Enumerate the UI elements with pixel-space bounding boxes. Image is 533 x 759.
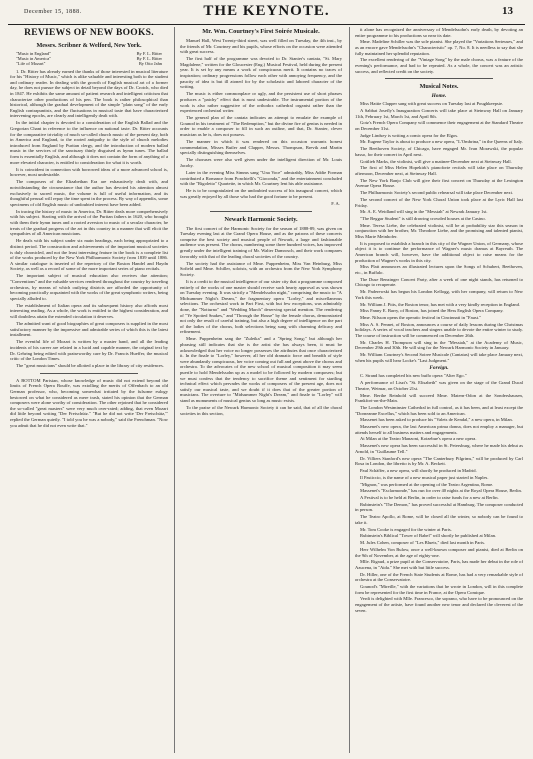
masthead (8, 2, 525, 25)
review-paragraph: The composers of the Elizabethan Era are exhaustively dealt with, and notwithstanding the circumstance that the author has devoted his attention almost exclusively to sacred music, the volume is full of useful information, and its thoughtful perusal will repay the time spent in the process. By way of appendix, some specimens of old English music of undoubted interest have been added. (10, 179, 168, 207)
note-item: The London Westminster Cathedral in full control, as it has been, and at least except the "Dorneanne Excellus," which has been sold to an American. (355, 404, 523, 416)
note-item: Massenet's new opera, the last American prima donna, does not employ a manager, but attends herself to all business matters and engagements. (355, 424, 523, 435)
newark-paragraph: It is a credit to the musical intelligence of our sister city that a programme composed entirely of the works of one master should receive such hearty approval as was shown on Tuesday evening. It was strictly a "Mendelssohn night," comprising the music to "A Midsummer Night's Dream," the fragmentary opera "Lorley," and miscellaneous selections. The orchestral work in Part First, with but few exceptions, was admirably done, the "Notturno" and "Wedding March" deserving special mention. The rendering of "Ye Spotted Snakes," and "Through the House" by the female chorus, demonstrated not only the result of careful training, but also a high degree of intelligence on the part of the ladies of the chorus, both selections being sung with charming delicacy and refinement. (180, 278, 342, 335)
note-item: Mr. Tom Cooke is engaged for the winter at Paris. (360, 526, 452, 532)
review-paragraph: The important subject of musical education also receives due attention; "Conventions" and the valuable services rendered throughout the country by traveling orchestras, by means of which outlying districts are afforded the opportunity of becoming practically acquainted with the works of the great symphonic writers, being specially alluded to. (10, 273, 168, 301)
note-item: Paul Schäffer, a new opera, will shortly be produced in Madrid. (360, 467, 477, 473)
column-notes (355, 27, 523, 753)
note-item: The first of Miss Helen Hopekirk's pianoforte recitals will take place on Thursday afternoon, December next, at Steinway Hall. (355, 165, 523, 176)
note-item: Il Pasticcio, is the name of a new musical paper just started in Naples. (360, 474, 489, 480)
note-item: The second concert of the New York Choral Union took place at the Lyric Hall last Friday. (355, 196, 523, 208)
book-title: "Life of Mozart" (16, 61, 46, 67)
soiree-paragraph: The general plan of the cantata indicates an attempt to emulate the example of Gounod in his treatment of "The Redemption," but the divine fire of genius is needed in order to enable a composer to fill in such an outline, and that, Dr. Stanier, clever musician as he is, does not possess. (180, 115, 342, 137)
note-item: Mr. Paderewski has begun his London Kellogg, with her company, will return to New York this week. (355, 289, 523, 300)
review-paragraph: The "great musicians" should be allotted a place in the library of city residences. (16, 363, 164, 369)
issue-date: December 15, 1888. (24, 9, 82, 15)
newark-paragraph: The society had the assistance of Mme. Puppenheim, Miss Van Heinburg, Miss Sofield and Mme. Schiller, soloists, with an orchestra from the New York Symphony Society. (180, 260, 342, 277)
note-item: M. Jules Cohen, composer of "Les Bluets," died last month in Paris. (360, 540, 486, 546)
soiree-paragraph: The first half of the programme was devoted to Dr. Stanier's cantata, "St. Mary Magdalene," written for the Gloucester (Eng.) Musical Festival, held during the present year. It is set by any means a work of conspicuous merit. It contains no traces of inspiration; ordinary progressions follow each other with annoying frequency, and the paucity of idea is but ill atoned for by the scholastic and labored character of the writing. (180, 56, 342, 90)
note-item: Miss Fanny E. Barry, of Boston, has joined the Hess English Opera Company. (360, 308, 504, 314)
note-item: Mme. Berthe Reinhold will succeed Mme. Matern-Odon at the Sondershausen, Frankfort-on-the-Main. (355, 392, 523, 404)
note-item: "Mignon," was performed at the opening of the Teatro Argentina, Rome. (360, 481, 494, 487)
page-number: 13 (502, 5, 513, 17)
book-title: "Music in England" (16, 51, 51, 56)
review-paragraph: It is coincident in connection with borrowed ideas of a more advanced school is, however, most undesirable. (10, 166, 168, 178)
note-item: Mr. Eugene Taylor is about to produce a new opera, "L'Ombrina," in the Queens of Italy. (360, 139, 523, 145)
review-paragraph: The admitted want of good biographies of great composers is supplied in the most satisfactory manner by the impressive and admirable series of which this is the latest installment. (10, 321, 168, 338)
note-item: Massenet's new opera has been successful in St. Petersburg, where he made his debut as Arnold, in "Guillaume Tell." (355, 443, 523, 454)
soiree-paragraph: He is to be congratulated on the undoubted success of his inaugural concert, which was greatly enjoyed by all those who had the good fortune to be present. (180, 188, 342, 199)
review-paragraph: In the initial chapter is devoted to a consideration of the English Ballad and the Gregorian Chant in reference to the influence on national taste. Dr. Ritter accounts for the comparative triviality of much so-called church music of the present day, both in America and England, to the rooted antipathy to the style of church melodies introduced from England by Puritan clergy, and the introduction of modern ballad music in the services of the sanctuary thinly disguised as hymn tunes. The ballad form is essentially English, and although it does not contain the form of anything of a more elevated character, is entitled to consideration for what it is worth. (10, 120, 168, 165)
column-concerts (180, 27, 342, 753)
note-item: A performance of Liszt's "St. Elisabeth" was given on the stage of the Grand Ducal Theatre, Weimar, on October 21st. (355, 380, 523, 391)
soiree-paragraph: Later in the evening Miss Simms sang "Una Voce" admirably, Miss Addie Forman contributed a Romance from Ponchielli's "Gioconda," and the entertainment concluded with the "Rigoletto" Quartette, in which Mr. Courtney lent his able assistance. (180, 170, 342, 187)
reviews-heading: REVIEWS OF NEW BOOKS. (24, 28, 154, 38)
review-paragraph: The establishment of Italian opera and its subsequent history also affords most interesting reading. As a whole, the work is entitled to the highest consideration, and will doubtless attain the extended circulation it deserves. (10, 302, 168, 320)
note-item: It is proposed to establish a branch in this city of the Wagner Union, of Germany, whose object it is to continue the performance of Wagner's music dramas at Bayreuth. The American branch will, however, have the additional object to raise means for the production of Wagner's works in this city. (355, 240, 523, 263)
note-item: A Festival is to be held at Berlin, in order to raise funds for a new at Berlin. (360, 495, 499, 501)
note-item: At Milan at the Teatro Manzoni, Kotzebue's opera a new opera. (360, 436, 477, 442)
note-item: Miss Hattie Clapper sang with great success on Tuesday last at Poughkeepsie. (360, 101, 504, 107)
note-item: Massenet has been asked to produce his "Valets de Kendal," a new opera, in Milan. (360, 417, 513, 423)
note-item: Miss A. S. Pennet, of Boston, announces a course of daily lessons during the Christmas holidays. A series of vocal teachers and singers unable to devote the entire winter to study. The course of instruction will be commenced on December 26th. (355, 321, 523, 339)
book-list (16, 51, 162, 67)
note-item: Rubinstein's Biblical "Tower of Babel" will shortly be published at Milan. (360, 533, 497, 539)
book-author: By Otto Jahn (138, 61, 162, 67)
book-author: By F. L. Ritter (136, 56, 162, 62)
note-item: The New York Banjo Club will give their first concert on Thursday at the Lexington Avenue Opera House. (355, 177, 523, 189)
note-item: C. Strand has completed his new buffo opera "Alter Ego." (360, 373, 467, 379)
review-paragraph: He deals with his subject under six main headings, each being appropriated to a distinct period. The construction and achievements of the important musical societies is duly chronicled, and not the least interesting feature in the book is a complete list of the works produced by the New York Philharmonic Society from 1839 until 1886. A similar catalogue is inserted of the repertory of the Boston Handel and Haydn Society, as well as a record of some of the more important series of piano recitals. (10, 238, 168, 272)
newark-continued-paragraph: The excellent rendering of the "Vintage Song" by the male chorus, was a feature of the evening's performance, and had to be repeated. As a whole, the concert was an artistic success, and reflected credit on the society. (355, 57, 523, 74)
review-paragraph: In tracing the history of music in America, Dr. Ritter deals more comprehensively with his subject. Starting with the arrival of the Puritan fathers in 1620, who brought with them their hymn tunes and a rooted aversion to music of a secular character, he treats of the gradual progress of the art in this country in a manner that will elicit the sympathies of all American musicians. (10, 208, 168, 237)
review-paragraph: 1. Dr. Ritter has already earned the thanks of those interested in musical literature for his "History of Music," which is alike valuable and interesting both to the student and ordinary reader. In dealing with the growth of English musical art of a former day, he does not pursue the subject in detail beyond the days of Dr. Crotch, who died in 1847. He exhibits the same amount of patient research and intelligent criticism that characterize other productions of his pen. The book is rather philosophical than historical, although the gradual development of the simple "plain song" of the early English contrapuntists, and the fluctuations in musical taste that have characterized intervening epochs, are clearly and intelligently dealt with. (10, 68, 168, 119)
note-item: Mr. William Courtney's Second Soiree Musicale (Cantatas) will take place January next, when his pupils will hear Locke's "Last Judgment." (355, 352, 523, 363)
note-item: Verdi is delighted with Mlle. Francesco, the soprano, who have to be pronounced on the engagement of the artiste, have found another new tenor and declared the cleverest of the seven. (355, 596, 523, 613)
newark-continued-paragraph: Mme. Madeline Schiller was the sole pianist. She played the "Variations Serieuses," and as an encore gave Mendelssohn's "Characteristic" op. 7, No. 8. It is needless to say that she fully maintained her splendid reputation. (355, 39, 523, 56)
home-subheading: Home. (431, 93, 447, 100)
newark-paragraph: Mme. Puppenheim sang the "Zuleika" and a "Spring Song;" but although her phrasing still indicates that she is the artist she has always been, it must be acknowledged that her voice no longer possesses the attributes that once characterized it. In the finale to "Lorley," however, all her old dramatic force and breadth of style were abundantly conspicuous, her voice coming out full and great above the chorus and orchestra. To the advocates of the new school of musical composition it may seem puerile to hold Mendelssohn up as a model to be followed by modern composers; but we must confess that the tendency to sacrifice theme and sentiment for startling technical effect which pervades the works of composers of the present age, does not satisfy our musical taste, and we doubt if it does that of the greater portion of musicians. The overture to "Midsummer Night's Dream," and finale to "Lorley" will stand as monuments of musical genius so long as music exists. (180, 336, 342, 403)
author-signature: F. A. (331, 201, 340, 207)
note-item: The Duse Benzinger Concert Party, after a week of one night stands, has returned to Chicago to recuperate. (355, 276, 523, 288)
note-item: A Sabbat Josefly's Inauguration Concerts will take place at Steinway Hall on January 11th, February 1st, March 1st, and April 8th. (355, 107, 523, 119)
book-author: By F. L. Ritter (136, 51, 162, 56)
note-item: Gounod's "Mireille," with the variations that he wrote in London, will in this complete form be represented for the first time in France, at the Opera Comique. (355, 584, 523, 595)
foreign-subheading: Foreign. (429, 365, 449, 372)
note-item: Dr. Hiller, one of the French State Students at Rome, has had a very remarkable style of orchestra at the Conservatoire. (355, 571, 523, 583)
newark-paragraph: The first concert of the Harmonic Society for the season of 1888-89, was given on Tuesday evening last at the Grand Opera House, and as the patrons of these concerts comprise the best society and musical people of Newark, a large and fashionable audience was present. The chorus, numbering some three hundred voices, has improved greatly under the intelligent training of Mr. Walter Damrosch, and their work compares favorably with that of the leading choral societies of the country. (180, 225, 342, 259)
note-item: Gottlieb Marks, the violinist, will give a matinee-December next at Steinway Hall. (360, 158, 512, 164)
note-item: "The Beggar Student" is still drawing crowded houses at the Casino. (360, 216, 486, 222)
soiree-heading: Mr. Wm. Courtney's First Soirée Musicale. (202, 28, 320, 35)
soiree-paragraph: The choruses were also well given under the intelligent direction of Mr. Louis Jacoby. (180, 157, 342, 168)
note-item: Mr. William J. Pitts, the Boston tenor, has met with a very kindly reception in England. (360, 301, 521, 307)
note-item: Rubinstein's "The Demon," has proved successful at Hamburg. The composer conducted in person. (355, 501, 523, 513)
soiree-paragraph: The music is either commonplace or ugly, and the persistent use of short phrases produces a "patchy" effect that is most undesirable. The instrumental portion of the work is also rather suggestive of the orthodox cathedral organist rather than the experienced orchestral writer. (180, 91, 342, 114)
note-item: The Philharmonic Society's second public rehearsal will take place December next. (360, 190, 514, 196)
foreign-notes-list (355, 373, 523, 613)
note-item: Judge Lindsey is writing a comic opera for the Elgos. (360, 132, 459, 138)
note-item: Mme. Teresa Liebe, the celebrated violinist, will be at probability star this season in conjunction with her brother, Mr. Theodore Liebe, and the promising and talented pianist, Miss Marie Meinhofer. (355, 222, 523, 240)
anecdote-paragraph: A BOTTOM Parisian, whose knowledge of music did not extend beyond the limits of French Opera Bouffe, was extolling the merits of Offenbach to an old German professor, who, becoming somewhat irritated by the fulsome eulogy bestowed on what he considered as mere trash, stated his opinion that the German composers were alone worthy of consideration. The other rejoined that he considered the so-called "great masters" were very much over-rated; adding, that even Mozart did little beyond writing "Der Freischütz." "But he did not write 'Der Freischütz,'" replied the German quietly. "I told you he was a nobody," said the Frenchman. "Now you admit that he did not even write that." (10, 377, 168, 428)
note-item: Massenet's "Esclarmonde," has run for over 40 nights at the Royal Opera House, Berlin. (360, 488, 523, 494)
note-item: Gotz's French Opera Company will commence their engagement at the Standard Theatre on December 31st. (355, 120, 523, 131)
note-item: Dr. Villiers Stanford's new opera "The Canterbury Pilgrims," will be produced by Carl Rosa in London, the libretto is by Mr. A. Beckett. (355, 455, 523, 467)
note-item: Mr. Charles H. Thompson will sing in the "Messiah," at the Academy of Music, December 29th and 30th. He will sing for the Newark Harmonic Society in January. (355, 339, 523, 351)
column-reviews (10, 27, 168, 753)
publisher-heading: Messrs. Scribner & Welford, New York. (36, 42, 142, 49)
soiree-paragraph: The manner in which it was rendered on this occasion warrants honest commendation, Misses Butler and Clapper, Messrs. Thompson, Brevik and Martin specially distinguishing themselves. (180, 139, 342, 156)
column-rule (174, 27, 175, 753)
newark-paragraph: To the praise of the Newark Harmonic Society it can be said, that of all the choral societies in this section, (180, 405, 342, 416)
book-title: "Music in America" (16, 56, 52, 62)
newark-heading: Newark Harmonic Society. (224, 215, 298, 223)
musical-notes-heading: Musical Notes. (419, 83, 459, 91)
note-item: Miss Platt announces an illustrated lectures upon the Songs of Schubert, Beethoven, etc., in Buffalo. (355, 264, 523, 275)
note-item: Mme. Nilsson opens the operatic festival in Cincinnati in "Faust." (360, 315, 482, 321)
column-rule (349, 27, 350, 753)
newspaper-title: THE KEYNOTE. (203, 3, 330, 19)
review-paragraph: The eventful life of Mozart is written by a master hand, and all the leading incidents of his career are related in a lucid and capable manner, the original text by Dr. Gehring being edited with praiseworthy care by Dr. Francis Hueffer, the musical critic of the London Times. (10, 339, 168, 362)
section-divider (40, 373, 138, 374)
section-divider (385, 78, 493, 79)
note-item: Mr. A. E. Weidland will sing in the "Messiah" at Newark January 1st. (360, 209, 488, 215)
note-item: Herr Wilhelm Von Bulow, once a well-known composer and pianist, died at Berlin on the 9th of November, at the age of eighty-one. (355, 546, 523, 558)
newark-continued-paragraph: it alone has recognized the anniversary of Mendelssohn's early death, by devoting an entire programme to his productions so near its date. (355, 27, 523, 38)
note-item: The Teatro Apollo, at Rome, will be closed all the winter, so nobody can be found to take it. (355, 514, 523, 525)
book-entry (16, 61, 162, 66)
home-notes-list (355, 101, 523, 363)
note-item: The Beethoven Society, of Chicago, have engaged Mr. Ivan Morawski, the popular basso, for their concert in April next. (355, 146, 523, 157)
note-item: Mlle. Rigaud, a prize pupil at the Conservatoire, Paris, has made her debut in the role of Azucena, in "Aida." She met with but little success. (355, 559, 523, 570)
section-divider (210, 211, 312, 212)
soiree-paragraph: Manuel Hall, West Twenty-third street, was well filled on Tuesday, the 4th inst., by the friends of Mr. Courtney and his pupils, whose efforts on the occasion were attended with great success. (180, 38, 342, 55)
